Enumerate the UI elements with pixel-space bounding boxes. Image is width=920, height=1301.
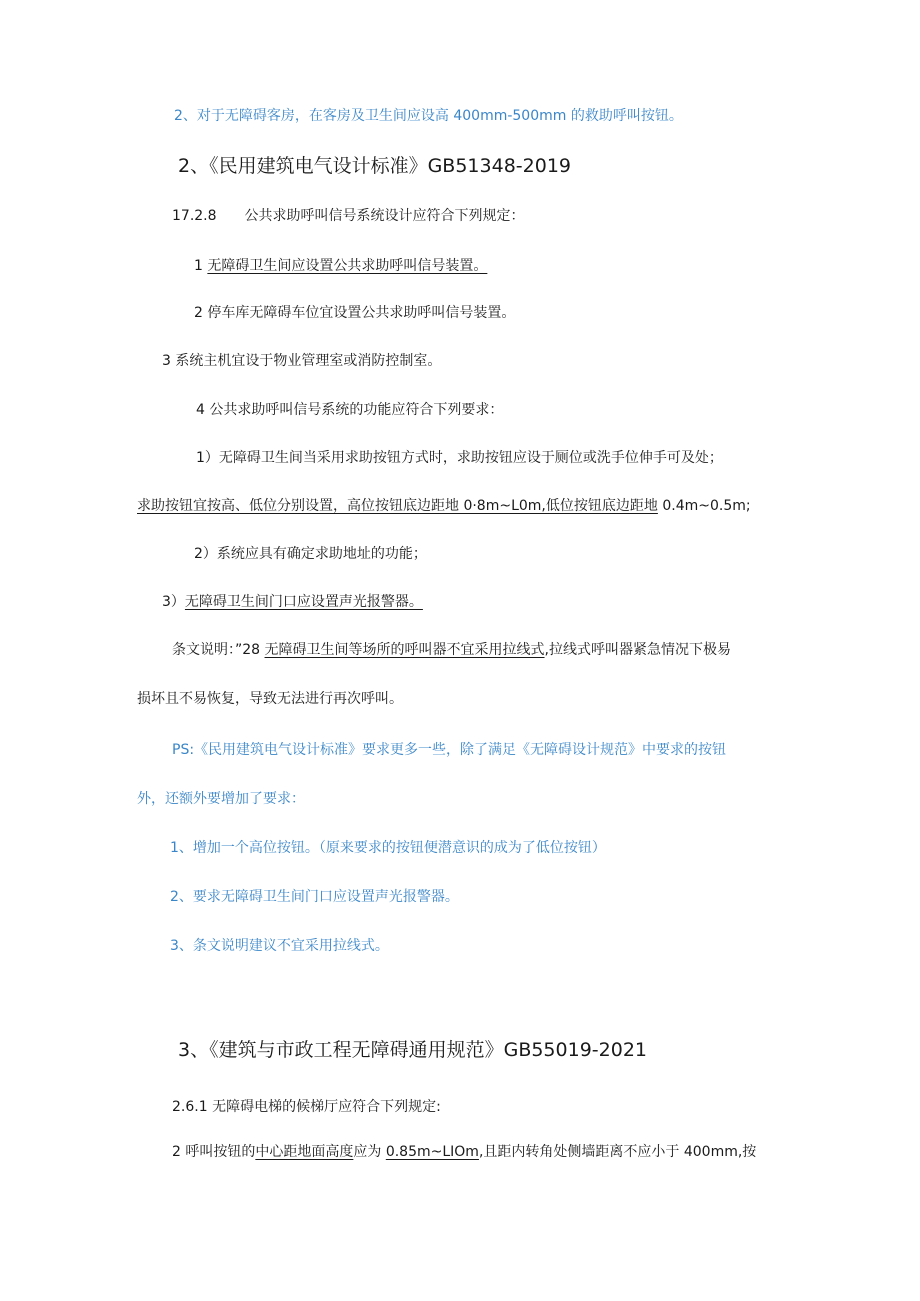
sub-item-1-continued xyxy=(137,496,751,516)
explanation-underlined: 无障碍卫生间等场所的呼叫器不宜采用拉线式 xyxy=(264,642,545,658)
last-part-c: 应为 xyxy=(353,1144,386,1160)
item-3: 3 系统主机宜设于物业管理室或消防控制室。 xyxy=(162,353,442,369)
ps-item-2: 2、要求无障碍卫生间门口应设置声光报警器。 xyxy=(170,889,459,905)
clause-2-6-1-item-2 xyxy=(172,1142,756,1162)
explanation-prefix: 条文说明：”28 xyxy=(172,642,265,658)
explanation-line-1 xyxy=(172,640,731,660)
item-1-text: 无障碍卫生间应设置公共求助呼叫信号装置。 xyxy=(207,258,488,274)
last-part-d: 0.85m~LIOm xyxy=(385,1144,479,1160)
sub-item-3 xyxy=(162,592,423,612)
clause-17-2-8: 17.2.8 公共求助呼叫信号系统设计应符合下列规定： xyxy=(172,208,525,224)
ps-item-3: 3、条文说明建议不宜采用拉线式。 xyxy=(170,938,389,954)
explanation-tail: ,拉线式呼叫器紧急情况下极易 xyxy=(544,642,731,658)
blue-item-2: 2、对于无障碍客房，在客房及卫生间应设高 400mm-500mm 的救助呼叫按钮。 xyxy=(174,108,683,124)
last-part-a: 2 呼叫按钮的 xyxy=(172,1144,256,1160)
sub-item-1-cont-underlined: 求助按钮宜按高、低位分别设置，高位按钮底边距地 0·8m~L0m,低位按钮底边距地 xyxy=(137,498,658,514)
item-2: 2 停车库无障碍车位宜设置公共求助呼叫信号装置。 xyxy=(194,305,516,321)
section-heading-3: 3、《建筑与市政工程无障碍通用规范》GB55019-2021 xyxy=(178,1039,647,1061)
sub-item-2: 2）系统应具有确定求助地址的功能； xyxy=(194,546,427,562)
ps-line-2: 外，还额外要增加了要求： xyxy=(137,791,305,807)
item-4: 4 公共求助呼叫信号系统的功能应符合下列要求： xyxy=(196,402,504,418)
sub-item-1: 1）无障碍卫生间当采用求助按钮方式时，求助按钮应设于厕位或洗手位伸手可及处； xyxy=(196,450,723,466)
ps-item-1: 1、增加一个高位按钮。（原来要求的按钮便潜意识的成为了低位按钮） xyxy=(170,840,606,856)
item-1 xyxy=(194,256,487,276)
section-heading-2: 2、《民用建筑电气设计标准》GB51348-2019 xyxy=(178,155,571,177)
ps-line-1: PS:《民用建筑电气设计标准》要求更多一些，除了满足《无障碍设计规范》中要求的按钮 xyxy=(172,742,727,758)
last-part-e: ,且距内转角处侧墙距离不应小于 400mm,按 xyxy=(478,1144,757,1160)
sub-item-3-text: 无障碍卫生间门口应设置声光报警器。 xyxy=(184,594,423,610)
last-part-b: 中心距地面高度 xyxy=(255,1144,354,1160)
item-1-prefix: 1 xyxy=(194,258,208,274)
sub-item-1-cont-tail: 0.4m~0.5m; xyxy=(657,498,751,514)
clause-2-6-1: 2.6.1 无障碍电梯的候梯厅应符合下列规定: xyxy=(172,1099,441,1115)
explanation-line-2: 损坏且不易恢复，导致无法进行再次呼叫。 xyxy=(137,691,403,707)
sub-item-3-prefix: 3） xyxy=(162,594,185,610)
